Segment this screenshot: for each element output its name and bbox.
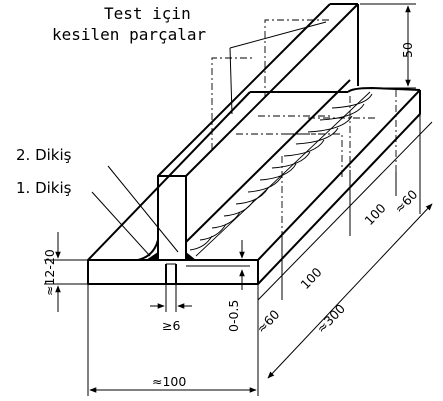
dim-end-60-back: ≈60	[391, 186, 421, 217]
test-parts-label-line1: Test için	[104, 4, 191, 23]
dim-root-gap-6: ≥6	[162, 318, 181, 333]
dim-root-gap	[150, 284, 192, 333]
dim-mid-100-b: 100	[361, 200, 389, 229]
dim-thickness-12-20: ≈12-20	[42, 249, 57, 296]
dim-length	[253, 114, 432, 380]
first-seam-label: 1. Dikiş	[16, 179, 72, 197]
test-parts-label-line2: kesilen parçalar	[52, 25, 207, 44]
dim-thickness	[42, 232, 88, 312]
dim-end-60-front: ≈60	[253, 306, 283, 337]
second-seam-label: 2. Dikiş	[16, 146, 72, 164]
dim-height-50: 50	[400, 42, 415, 58]
left-fillet	[138, 240, 196, 284]
dim-gap-range	[186, 240, 250, 332]
base-plate	[88, 88, 420, 284]
dim-height	[360, 4, 416, 88]
dim-length-300: ≈300	[313, 300, 349, 337]
dim-gap-0-0.5: 0-0.5	[226, 299, 241, 332]
dim-mid-100-a: 100	[297, 264, 325, 293]
dim-width-100: ≈100	[152, 374, 187, 389]
